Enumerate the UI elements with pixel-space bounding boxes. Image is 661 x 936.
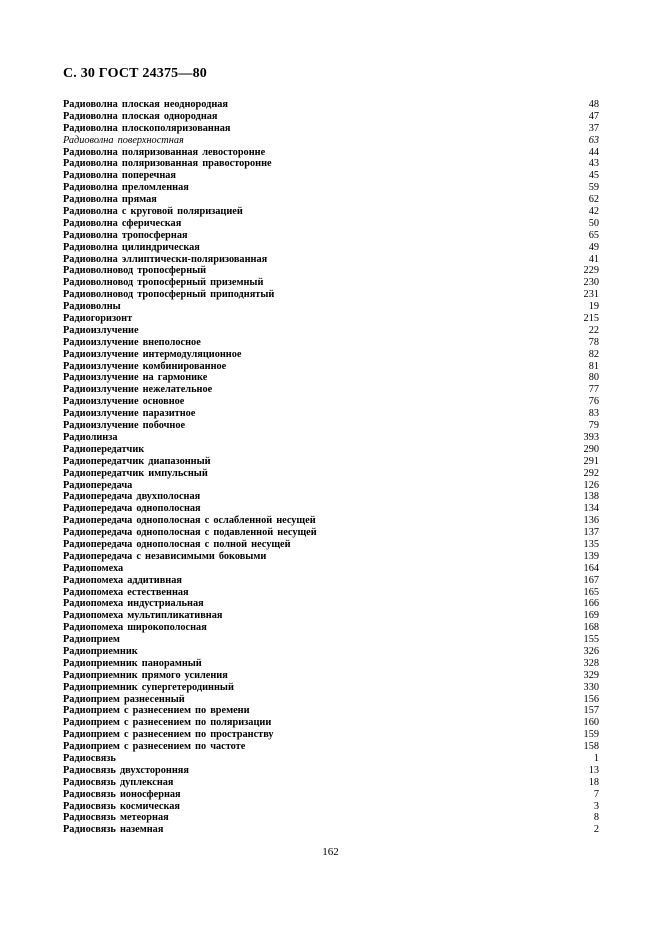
index-term: Радиоволна эллиптически-поляризованная [63,253,268,265]
index-term: Радиоволна плоская однородная [63,110,218,122]
index-entry [63,99,599,111]
index-entry [63,242,599,254]
index-page-ref: 139 [583,550,599,562]
index-term: Радиоприем разнесенный [63,693,185,705]
index-entry [63,634,599,646]
index-entry [63,349,599,361]
index-page-ref: 48 [588,99,599,110]
index-entry [63,694,599,706]
index-page-ref: 22 [588,324,599,336]
index-entry [63,289,599,301]
index-page-ref: 134 [583,503,599,515]
index-page-ref: 49 [588,241,599,253]
index-page-ref: 47 [588,110,599,122]
index-term: Радиопередатчик [63,443,145,455]
index-page-ref: 59 [588,182,599,194]
index-term: Радиоволна плоскополяризованная [63,122,231,134]
index-entry [63,670,599,682]
index-page-ref: 3 [593,800,599,812]
index-term: Радиопомеха аддитивная [63,574,182,586]
index-page-ref: 168 [583,622,599,634]
index-entry [63,480,599,492]
index-entry [63,789,599,801]
index-term: Радиогоризонт [63,313,133,325]
index-entry [63,432,599,444]
index-term: Радиоволна с круговой поляризацией [63,206,243,218]
index-entry [63,753,599,765]
index-entry [63,515,599,527]
index-entry [63,777,599,789]
index-term: Радиоизлучение основное [63,396,185,408]
index-entry [63,622,599,634]
index-page-ref: 157 [583,705,599,717]
index-term: Радиопередача [63,479,133,491]
index-term: Радиолинза [63,431,118,443]
index-page-ref: 62 [588,194,599,206]
index-entry [63,111,599,123]
index-entry [63,812,599,824]
index-term: Радиоприем [63,634,120,646]
index-page-ref: 393 [583,431,599,443]
index-term: Радиопомеха индустриальная [63,598,204,610]
index-page-ref: 78 [588,336,599,348]
index-term: Радиопередача однополосная с ослабленной несущей [63,515,316,527]
index-page-ref: 81 [588,360,599,372]
index-page-ref: 135 [583,538,599,550]
index-term: Радиоизлучение побочное [63,420,186,432]
index-page-ref: 165 [583,586,599,598]
index-term: Радиоволновод тропосферный приподнятый [63,289,275,301]
index-entry [63,337,599,349]
index-entry [63,527,599,539]
index-term: Радиосвязь [63,752,116,764]
index-term: Радиосвязь метеорная [63,812,169,824]
index-term: Радиосвязь двухсторонняя [63,764,189,776]
index-page-ref: 45 [588,170,599,182]
index-entry [63,170,599,182]
index-page-ref: 13 [588,764,599,776]
index-page-ref: 83 [588,408,599,420]
index-term: Радиопередача однополосная [63,503,201,515]
index-page-ref: 76 [588,396,599,408]
index-entry [63,729,599,741]
index-page-ref: 159 [583,729,599,741]
index-term: Радиоволна поверхностная [63,134,184,146]
index-term: Радиосвязь космическая [63,800,180,812]
page-header: С. 30 ГОСТ 24375—80 [63,66,207,81]
index-term: Радиоволна цилиндрическая [63,241,200,253]
index-term: Радиоволна преломленная [63,182,189,194]
index-entry [63,456,599,468]
index-term: Радиоизлучение нежелательное [63,384,213,396]
index-entry [63,123,599,135]
index-term: Радиоизлучение интермодуляционное [63,348,242,360]
index-entry [63,444,599,456]
index-page-ref: 42 [588,206,599,218]
index-page-ref: 138 [583,491,599,503]
index-term: Радиопередатчик импульсный [63,467,208,479]
index-page-ref: 215 [583,313,599,325]
index-entry [63,147,599,159]
index-term: Радиоприемник прямого усиления [63,669,228,681]
index-entry [63,254,599,266]
index-term: Радиоизлучение внеполосное [63,336,201,348]
index-term: Радиоизлучение комбинированное [63,360,227,372]
index-entry [63,277,599,289]
index-entry [63,372,599,384]
index-page-ref: 44 [588,146,599,158]
index-entry [63,468,599,480]
index-entry [63,408,599,420]
index-entry [63,682,599,694]
index-page-ref: 18 [588,776,599,788]
index-entry [63,563,599,575]
index-term: Радиоизлучение на гармонике [63,372,208,384]
index-page-ref: 169 [583,610,599,622]
index-entry [63,551,599,563]
index-term: Радиоизлучение [63,324,139,336]
index-entry [63,325,599,337]
index-term: Радиоприем с разнесением по времени [63,705,250,717]
index-entry [63,610,599,622]
index-page-ref: 41 [588,253,599,265]
index-term: Радиосвязь наземная [63,824,164,836]
index-entry [63,824,599,836]
index-page-ref: 156 [583,693,599,705]
index-entry [63,313,599,325]
index-term: Радиосвязь ионосферная [63,788,181,800]
index-term: Радиоприем с разнесением по пространству [63,729,274,741]
index-entry [63,135,599,147]
index-entry [63,539,599,551]
index-page-ref: 328 [583,657,599,669]
index-term: Радиоизлучение паразитное [63,408,196,420]
index-entry [63,361,599,373]
index-page-ref: 8 [593,812,599,824]
index-entry [63,765,599,777]
index-page-ref: 7 [593,788,599,800]
index-page-ref: 137 [583,527,599,539]
index-page-ref: 79 [588,420,599,432]
index-term: Радиоприем с разнесением по поляризации [63,717,272,729]
index-term: Радиоприем с разнесением по частоте [63,741,246,753]
index-page-ref: 19 [588,301,599,313]
index-term: Радиопередача однополосная с полной несущей [63,538,291,550]
index-page-ref: 330 [583,681,599,693]
index-page-ref: 329 [583,669,599,681]
index-page-ref: 126 [583,479,599,491]
index-entry [63,230,599,242]
index-entry [63,503,599,515]
index-page-ref: 43 [588,158,599,170]
index-entry [63,741,599,753]
index-entry [63,182,599,194]
index-page-ref: 50 [588,217,599,229]
index-term: Радиоволна прямая [63,194,157,206]
index-term: Радиопомеха мультипликативная [63,610,223,622]
index-entry [63,575,599,587]
index-page-ref: 77 [588,384,599,396]
index-page-ref: 80 [588,372,599,384]
index-page-ref: 167 [583,574,599,586]
index-term: Радиоприемник супергетеродинный [63,681,234,693]
index-entry [63,705,599,717]
index-page-ref: 230 [583,277,599,289]
index-entry [63,646,599,658]
index-term: Радиосвязь дуплексная [63,776,174,788]
index-page-ref: 37 [588,122,599,134]
index-entry [63,420,599,432]
index-page-ref: 63 [588,134,599,146]
index-term: Радиоволна поляризованная правосторонне [63,158,272,170]
index-term: Радиоволна тропосферная [63,229,188,241]
index-term: Радиопередатчик диапазонный [63,455,211,467]
index-page-ref: 229 [583,265,599,277]
index-page-ref: 65 [588,229,599,241]
index-page-ref: 158 [583,741,599,753]
index-term: Радиоволновод тропосферный [63,265,207,277]
index-page-ref: 166 [583,598,599,610]
index-term: Радиоволны [63,301,121,313]
index-entry [63,801,599,813]
index-page-ref: 1 [593,752,599,764]
index-entry [63,194,599,206]
index-page-ref: 82 [588,348,599,360]
index-term: Радиопередача двухполосная [63,491,201,503]
index-term: Радиоволна плоская неоднородная [63,99,228,110]
index-term: Радиопомеха [63,562,124,574]
index-term: Радиоволновод тропосферный приземный [63,277,264,289]
index-entry [63,491,599,503]
index-term: Радиопередача однополосная с подавленной несущей [63,527,317,539]
index-page-ref: 290 [583,443,599,455]
index-term: Радиопомеха естественная [63,586,189,598]
index-entry [63,265,599,277]
index-entry [63,598,599,610]
page-number: 162 [322,846,339,858]
index-page-ref: 136 [583,515,599,527]
index-term: Радиоволна поляризованная левосторонне [63,146,266,158]
index-page-ref: 164 [583,562,599,574]
index-entry [63,587,599,599]
index-entry [63,717,599,729]
index-term: Радиопередача с независимыми боковыми [63,550,267,562]
index-term: Радиоволна поперечная [63,170,176,182]
index-entry [63,658,599,670]
index-entry [63,396,599,408]
index-entry [63,301,599,313]
index-term: Радиоприемник [63,645,138,657]
index-term: Радиоприемник панорамный [63,657,202,669]
index-page-ref: 155 [583,634,599,646]
index-entry [63,218,599,230]
index-term: Радиоволна сферическая [63,217,182,229]
index-entry [63,206,599,218]
index-list [63,99,599,836]
index-entry [63,384,599,396]
index-page-ref: 160 [583,717,599,729]
index-entry [63,158,599,170]
index-page-ref: 291 [583,455,599,467]
index-page-ref: 2 [593,824,599,836]
index-page-ref: 292 [583,467,599,479]
index-term: Радиопомеха широкополосная [63,622,207,634]
index-page-ref: 231 [583,289,599,301]
index-page-ref: 326 [583,645,599,657]
